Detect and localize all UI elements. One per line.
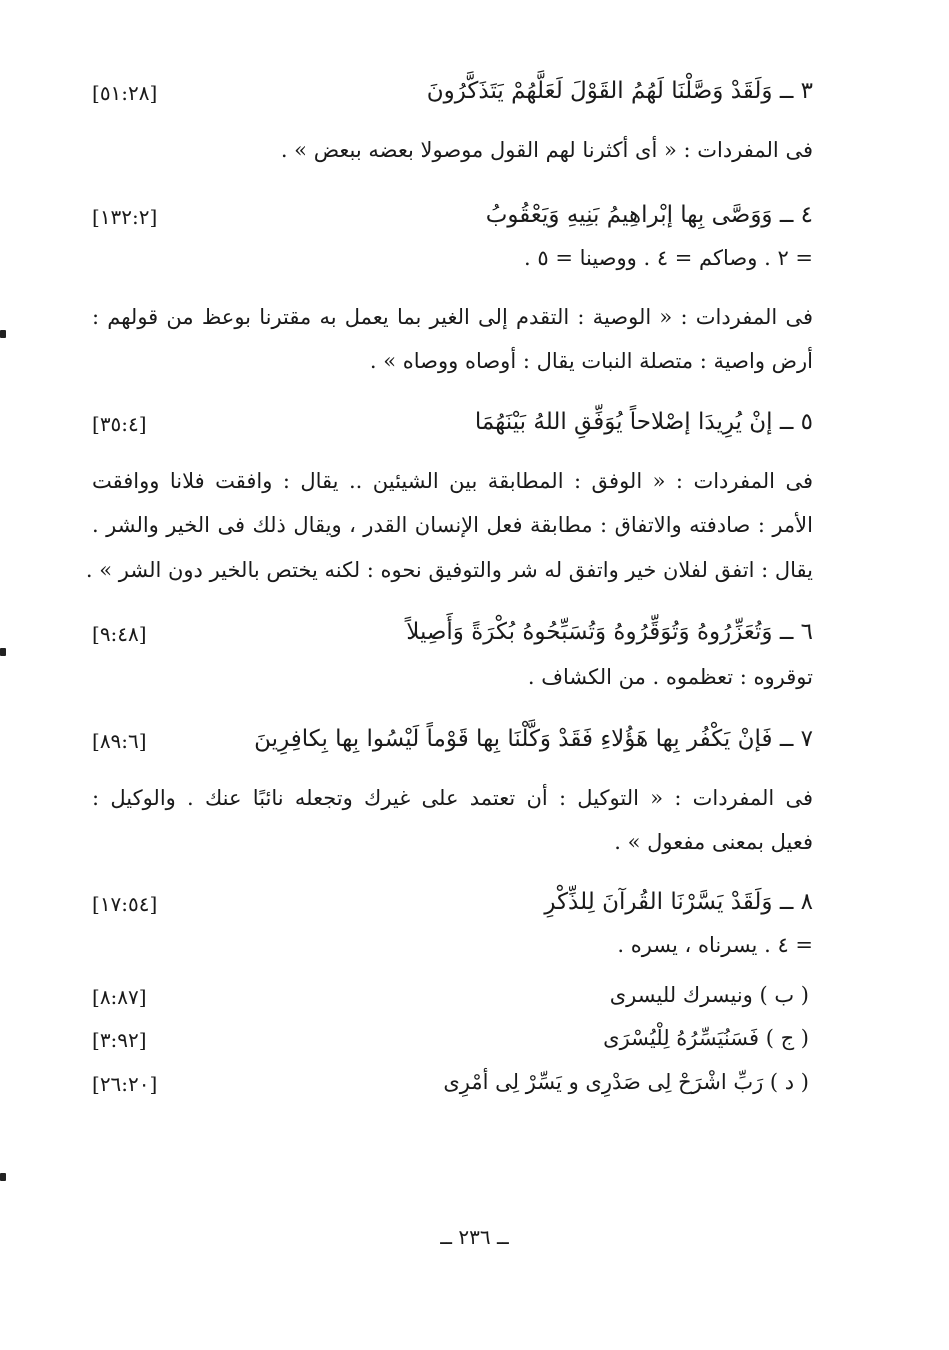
note-5-line-1: فى المفردات : « الوفق : المطابقة بين الشيئين .. يقال : وافقت فلانا ووافقت	[92, 469, 813, 493]
note-7-line-1: فى المفردات : « التوكيل : أن تعتمد على غيرك وتجعله نائبًا عنك . والوكيل :	[92, 786, 813, 810]
note-3-line-1: فى المفردات : « أى أكثرنا لهم القول موصولا بعضه ببعض » .	[280, 138, 813, 162]
verse-4: ٤ ــ وَوَصَّى بِها إبْراهِيمُ بَنِيهِ وَيَعْقُوبُ	[485, 202, 813, 228]
sub-verse-b-reference: [٨:٨٧]	[92, 985, 147, 1009]
note-5-line-3: يقال : اتفق لفلان خير واتفق له شر والتوفيق نحوه : لكنه يختص بالخير دون الشر » .	[85, 558, 813, 582]
scan-edge-mark	[0, 648, 6, 656]
note-6-line-1: توقروه : تعظموه . من الكشاف .	[527, 665, 813, 689]
verse-6: ٦ ــ وَتُعَزِّرُوهُ وَتُوَقِّرُوهُ وَتُسَبِّحُوهُ بُكْرَةً وَأَصِيلاً	[406, 619, 813, 645]
scan-edge-mark	[0, 330, 6, 338]
scan-edge-mark	[0, 1173, 6, 1181]
page-number: ــ ٢٣٦ ــ	[440, 1225, 509, 1249]
note-4-line-2: أرض واصية : متصلة النبات يقال : أوصاه ووصاه » .	[369, 349, 813, 373]
verse-8: ٨ ــ وَلَقَدْ يَسَّرْنَا القُرآنَ لِلذِّكْرِ	[544, 889, 813, 915]
verse-3-reference: [٥١:٢٨]	[92, 81, 158, 105]
verse-7: ٧ ــ فَإنْ يَكْفُر بِها هَؤُلاءِ فَقَدْ وَكَّلْنَا بِها قَوْماً لَيْسُوا بِها بِكافِرِينَ	[254, 726, 813, 752]
verse-8-reference: [١٧:٥٤]	[92, 892, 158, 916]
sub-verse-c-reference: [٣:٩٢]	[92, 1028, 147, 1052]
sub-verse-c: ( ج ) فَسَنُيَسِّرُهُ لِلْيُسْرَى	[603, 1026, 809, 1050]
note-4-line-1: فى المفردات : « الوصية : التقدم إلى الغير بما يعمل به مقترنا بوعظ من قولهم :	[92, 305, 813, 329]
note-7-line-2: فعيل بمعنى مفعول » .	[614, 830, 813, 854]
verse-3: ٣ ــ وَلَقَدْ وَصَّلْنَا لَهُمُ القَوْلَ لَعَلَّهُمْ يَتَذَكَّرُونَ	[426, 78, 813, 104]
verse-4-reference: [١٣٢:٢]	[92, 205, 158, 229]
sub-verse-b: ( ب ) ونيسرك لليسرى	[609, 983, 809, 1007]
verse-7-reference: [٨٩:٦]	[92, 729, 147, 753]
cross-reference-4: = ٢ . وصاكم = ٤ . ووصينا = ٥ .	[524, 246, 813, 270]
verse-6-reference: [٩:٤٨]	[92, 622, 147, 646]
sub-verse-d: ( د ) رَبِّ اشْرَحْ لِى صَدْرِى و يَسِّرْ لِى أمْرِى	[443, 1070, 809, 1094]
sub-verse-d-reference: [٢٦:٢٠]	[92, 1072, 158, 1096]
verse-5-reference: [٣٥:٤]	[92, 412, 147, 436]
note-5-line-2: الأمر : صادفته والاتفاق : مطابقة فعل الإنسان القدر ، ويقال ذلك فى الخير والشر .	[92, 513, 813, 537]
verse-5: ٥ ــ إنْ يُرِيدَا إصْلاحاً يُوَفِّقِ اللهُ بَيْنَهُمَا	[474, 409, 813, 435]
cross-reference-8: = ٤ . يسرناه ، يسره .	[617, 933, 813, 957]
